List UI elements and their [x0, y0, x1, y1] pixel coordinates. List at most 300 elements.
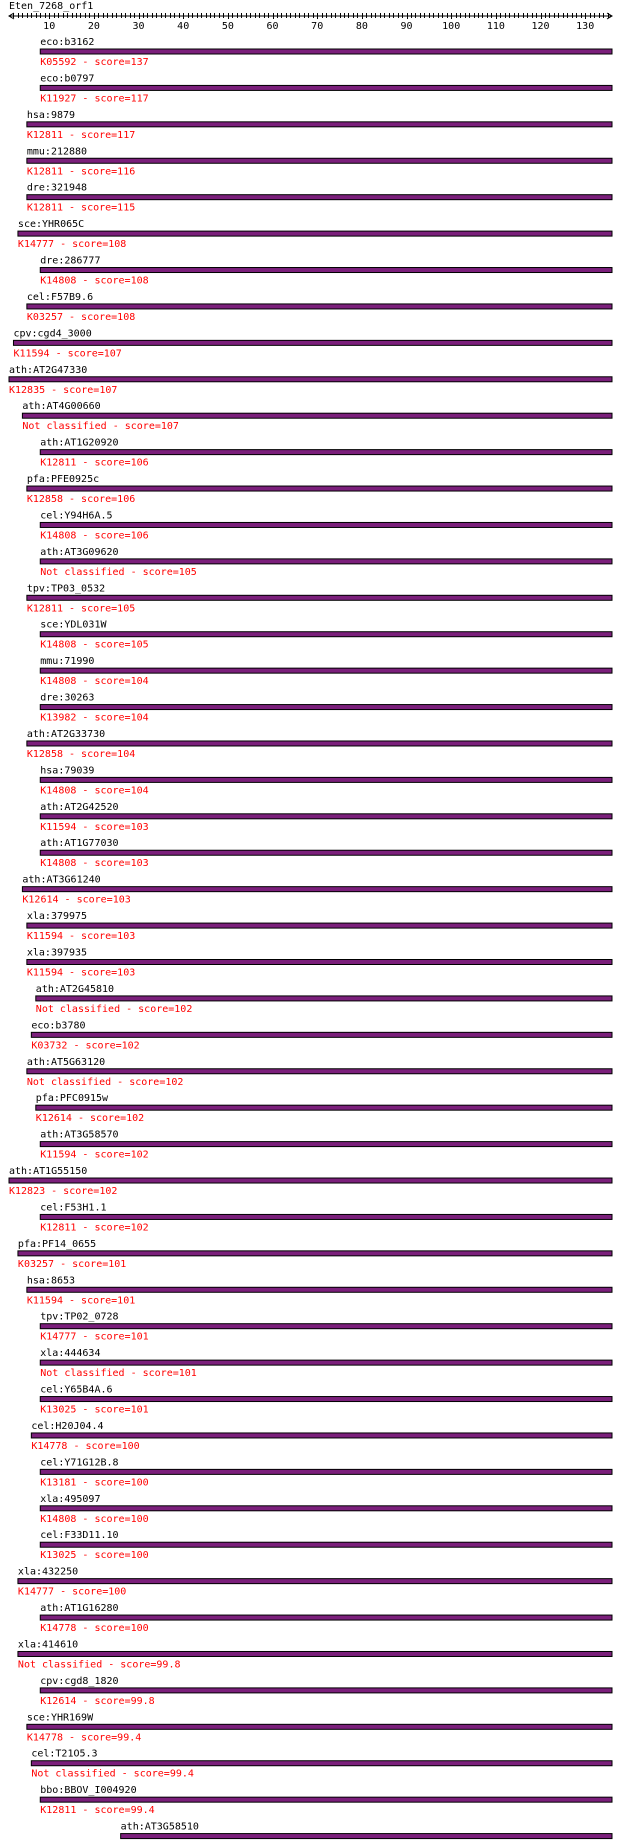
hit-score-prefix: - score=: [76, 1404, 131, 1416]
hit-score-prefix: - score=: [76, 530, 131, 542]
hit-ko-id: K11594: [13, 348, 50, 360]
hit-row: [40, 765, 612, 796]
hit-alignment-bar: [27, 195, 612, 200]
hit-alignment-bar: [31, 1032, 612, 1037]
hit-row: [40, 1457, 612, 1488]
hit-ko-id: K14778: [40, 1623, 77, 1635]
hit-gene-label: sce:YHR169W: [26, 1712, 94, 1724]
hit-ko-score: [40, 858, 148, 869]
hit-ko-score: [40, 1405, 148, 1416]
hit-row: [40, 1348, 612, 1379]
hit-alignment-bar: [40, 1142, 612, 1147]
hit-score-value: 103: [112, 894, 131, 906]
hit-alignment-bar: [18, 1579, 612, 1584]
hit-score-value: 116: [117, 166, 136, 178]
hit-score-value: 137: [130, 57, 149, 68]
hit-score-prefix: - score=: [54, 239, 109, 251]
hit-row: [40, 1130, 612, 1161]
hit-score-prefix: - score=: [62, 166, 118, 178]
hit-row: [27, 729, 612, 760]
hit-score-value: 103: [117, 967, 136, 979]
hit-score-value: 99.4: [117, 1732, 142, 1744]
hit-ko-score: [36, 1113, 144, 1124]
hit-score-value: 101: [108, 1258, 127, 1270]
hit-row: [27, 948, 612, 979]
hit-ko-id: K14777: [17, 239, 55, 251]
hit-gene-label: dre:321948: [26, 182, 88, 194]
hit-ko-id: Not classified: [40, 566, 125, 578]
hit-ko-id: K03257: [26, 311, 63, 323]
hit-score-prefix: - score=: [102, 1659, 157, 1671]
hit-score-prefix: - score=: [76, 785, 131, 797]
hit-score-value: 101: [178, 1368, 197, 1380]
hit-row: [31, 1020, 612, 1051]
hit-ko-id: K14778: [31, 1440, 68, 1452]
hit-gene-label: cel:Y65B4A.6: [40, 1384, 113, 1396]
hit-score-prefix: - score=: [76, 1477, 131, 1489]
hit-score-prefix: - score=: [62, 1732, 118, 1744]
hit-ko-id: Not classified: [17, 1659, 103, 1671]
hit-score-value: 107: [103, 348, 122, 360]
hit-alignment-bar: [40, 1542, 612, 1547]
hit-gene-label: cel:F57B9.6: [26, 291, 94, 303]
hit-row: [27, 474, 612, 505]
hit-alignment-bar: [22, 887, 612, 892]
hit-ko-id: K14777: [17, 1586, 55, 1598]
hit-score-prefix: - score=: [45, 1186, 100, 1198]
hit-score-value: 107: [99, 384, 118, 396]
hit-ko-id: K12614: [40, 1695, 77, 1707]
hit-ko-score: [40, 1623, 148, 1634]
hit-ko-score: [40, 1477, 148, 1488]
hit-ko-id: K12858: [26, 748, 63, 760]
hit-gene-label: xla:379975: [26, 911, 88, 923]
hit-gene-label: ath:AT2G47330: [9, 364, 88, 376]
hit-row: [40, 693, 612, 724]
hit-score-prefix: - score=: [54, 1586, 109, 1598]
hit-row: [40, 256, 612, 287]
hit-row: [18, 1639, 612, 1670]
hit-score-value: 101: [130, 1404, 149, 1416]
hit-row: [27, 1712, 612, 1743]
hit-score-prefix: - score=: [124, 566, 179, 578]
hit-score-prefix: - score=: [62, 311, 118, 323]
hit-alignment-bar: [40, 450, 612, 455]
hit-score-value: 102: [126, 1113, 145, 1125]
hit-ko-score: [27, 1295, 135, 1306]
hit-gene-label: bbo:BBOV_I004920: [40, 1785, 137, 1797]
hit-ko-id: K13025: [40, 1550, 77, 1562]
hit-row: [31, 1421, 612, 1452]
hit-score-value: 100: [130, 1477, 149, 1489]
hit-ko-id: K12835: [9, 384, 46, 396]
hit-ko-id: K14777: [40, 1331, 77, 1343]
hit-score-prefix: - score=: [76, 712, 131, 724]
hit-ko-id: K13181: [40, 1477, 77, 1489]
hit-alignment-bar: [40, 850, 612, 855]
hit-score-value: 100: [108, 1586, 127, 1598]
hit-alignment-bar: [27, 960, 612, 965]
hit-score-value: 104: [130, 785, 149, 797]
hit-ko-score: [40, 676, 148, 687]
hit-ko-score: [40, 1550, 148, 1561]
hit-alignment-bar: [27, 122, 612, 127]
hit-alignment-bar: [40, 1615, 612, 1620]
hit-alignment-bar: [13, 340, 612, 345]
hit-score-value: 117: [130, 93, 149, 105]
hit-score-value: 108: [108, 239, 127, 251]
ruler-tick-label: 100: [442, 21, 461, 32]
hit-row: [27, 1275, 612, 1306]
hit-score-prefix: - score=: [62, 202, 118, 214]
hit-ko-score: [27, 931, 135, 942]
hit-ko-score: [40, 567, 197, 578]
hit-gene-label: ath:AT1G20920: [40, 437, 119, 449]
hit-score-value: 103: [130, 821, 149, 833]
hit-row: [40, 438, 612, 469]
hit-score-prefix: - score=: [76, 639, 131, 651]
hit-score-value: 102: [121, 1040, 140, 1052]
hit-ko-score: [40, 1332, 148, 1343]
ruler-tick-label: 60: [266, 21, 279, 32]
hit-score-prefix: - score=: [76, 676, 131, 688]
hit-gene-label: ath:AT2G42520: [40, 801, 119, 813]
hit-ko-id: K14808: [40, 639, 77, 651]
hit-ko-score: [18, 1587, 126, 1598]
hit-row: [27, 911, 612, 942]
hit-score-prefix: - score=: [120, 1003, 175, 1015]
hit-row: [22, 875, 612, 906]
hit-score-value: 99.8: [156, 1659, 181, 1671]
hit-score-prefix: - score=: [76, 1623, 131, 1635]
hit-ko-score: [27, 603, 135, 614]
hit-ko-score: [27, 1732, 141, 1743]
hit-score-value: 105: [178, 566, 197, 578]
hit-ko-id: Not classified: [40, 1368, 125, 1380]
hit-alignment-bar: [121, 1834, 612, 1839]
hit-alignment-bar: [40, 1214, 612, 1219]
hit-alignment-bar: [27, 1724, 612, 1729]
hit-gene-label: eco:b3780: [31, 1020, 86, 1032]
hit-ko-score: [27, 494, 135, 505]
hit-score-prefix: - score=: [76, 93, 131, 105]
hit-alignment-bar: [27, 1287, 612, 1292]
hit-alignment-bar: [27, 595, 612, 600]
hit-ko-score: [40, 1514, 148, 1525]
hit-alignment-bar: [40, 268, 612, 273]
ruler-tick-label: 120: [531, 21, 550, 32]
ruler-tick-label: 80: [355, 21, 368, 32]
hit-ko-id: K14808: [40, 275, 77, 287]
hit-alignment-bar: [40, 559, 612, 564]
hit-score-prefix: - score=: [58, 894, 113, 906]
hit-score-value: 104: [117, 748, 136, 760]
hit-score-value: 101: [117, 1295, 136, 1307]
hit-ko-id: K12811: [26, 129, 63, 141]
hit-ko-score: [40, 822, 148, 833]
hit-ko-id: K14778: [26, 1732, 63, 1744]
query-title: Eten_7268_orf1: [9, 1, 94, 12]
hit-row: [121, 1822, 612, 1841]
hit-gene-label: ath:AT1G55150: [9, 1166, 88, 1178]
hit-score-value: 104: [130, 712, 149, 724]
hit-ko-score: [9, 385, 117, 396]
hit-ko-score: [40, 1696, 154, 1707]
hit-ko-id: K11927: [40, 93, 77, 105]
hit-ko-score: [40, 458, 148, 469]
hit-score-prefix: - score=: [76, 457, 131, 469]
hit-ko-score: [40, 530, 148, 541]
hit-ko-score: [27, 166, 135, 177]
hit-ko-id: K11594: [40, 821, 77, 833]
ruler-tick-label: 20: [87, 21, 100, 32]
hit-score-prefix: - score=: [76, 1149, 131, 1161]
hit-ko-score: [40, 1150, 148, 1161]
hit-gene-label: dre:286777: [40, 255, 101, 267]
hit-gene-label: mmu:71990: [40, 656, 95, 668]
hit-score-prefix: - score=: [106, 421, 161, 433]
hit-gene-label: ath:AT2G45810: [35, 983, 115, 995]
hit-alignment-bar: [27, 741, 612, 746]
hit-row: [40, 802, 612, 833]
hit-row: [9, 1166, 612, 1197]
hit-row: [22, 401, 612, 432]
hit-ko-id: K13025: [40, 1404, 77, 1416]
hit-ko-score: [40, 640, 148, 651]
hit-row: [36, 984, 612, 1015]
hit-list: [9, 37, 612, 1841]
hit-score-value: 101: [130, 1331, 149, 1343]
hit-score-prefix: - score=: [76, 1805, 131, 1817]
hit-ko-score: [27, 1077, 184, 1088]
hit-ko-score: [27, 749, 135, 760]
hit-gene-label: cel:T21O5.3: [31, 1748, 98, 1760]
hit-ko-score: [40, 1222, 148, 1233]
hit-ko-id: K12811: [40, 457, 77, 469]
hit-score-prefix: - score=: [54, 1258, 109, 1270]
hit-score-prefix: - score=: [76, 821, 131, 833]
ruler-tick-label: 90: [400, 21, 413, 32]
hit-score-prefix: - score=: [62, 603, 118, 615]
hit-ko-score: [40, 713, 148, 724]
hit-ko-score: [27, 130, 135, 141]
ruler-tick-label: 10: [43, 21, 56, 32]
hit-score-prefix: - score=: [76, 858, 131, 870]
hit-row: [40, 1530, 612, 1561]
hit-ko-score: [27, 203, 135, 214]
hit-ko-score: [9, 1186, 117, 1197]
hit-alignment-bar: [40, 1688, 612, 1693]
hit-score-prefix: - score=: [71, 1113, 127, 1125]
hit-ko-score: [22, 895, 130, 906]
hit-score-value: 115: [117, 202, 136, 214]
hit-alignment-bar: [40, 522, 612, 527]
hit-gene-label: xla:397935: [26, 947, 88, 959]
hit-ko-id: K12811: [26, 603, 63, 615]
hit-score-value: 102: [130, 1222, 149, 1234]
hit-ko-score: [40, 1368, 197, 1379]
hit-score-prefix: - score=: [67, 1040, 122, 1052]
ruler-tick-label: 130: [576, 21, 595, 32]
hit-ko-id: K12823: [9, 1186, 46, 1198]
hit-ko-id: K12811: [40, 1222, 77, 1234]
hit-ko-id: K12811: [26, 202, 63, 214]
hit-score-value: 100: [130, 1513, 149, 1525]
hit-row: [40, 73, 612, 104]
hit-ko-id: K14808: [40, 530, 77, 542]
hit-row: [40, 620, 612, 651]
hit-alignment-bar: [40, 85, 612, 90]
hit-ko-id: K11594: [26, 931, 63, 943]
hit-ko-score: [27, 968, 135, 979]
hit-gene-label: ath:AT1G16280: [40, 1603, 119, 1615]
ruler-tick-label: 50: [221, 21, 234, 32]
hit-row: [18, 219, 612, 250]
hit-ko-id: K03732: [31, 1040, 68, 1052]
hit-score-value: 103: [130, 858, 149, 870]
hit-score-value: 103: [117, 931, 136, 943]
ruler-tick-label: 40: [177, 21, 190, 32]
hit-score-value: 107: [160, 421, 179, 433]
hit-ko-id: K12811: [26, 166, 63, 178]
hit-row: [18, 1239, 612, 1270]
hit-ko-score: [40, 57, 148, 68]
hit-alignment-bar: [27, 923, 612, 928]
hit-gene-label: xla:414610: [17, 1639, 79, 1651]
hit-row: [40, 1785, 612, 1816]
hit-gene-label: eco:b3162: [40, 37, 95, 48]
hit-score-value: 102: [130, 1149, 149, 1161]
hit-score-value: 99.4: [130, 1805, 155, 1817]
hit-alignment-bar: [36, 996, 612, 1001]
hit-alignment-bar: [40, 1360, 612, 1365]
hit-gene-label: ath:AT4G00660: [22, 401, 101, 413]
hit-ko-score: [27, 312, 135, 323]
hit-row: [27, 583, 612, 614]
hit-alignment-bar: [40, 814, 612, 819]
hit-score-prefix: - score=: [62, 931, 118, 943]
hit-score-value: 106: [130, 530, 149, 542]
hit-row: [40, 1494, 612, 1525]
hit-ko-id: K13982: [40, 712, 77, 724]
hit-score-prefix: - score=: [45, 384, 100, 396]
hit-score-value: 105: [130, 639, 149, 651]
hit-ko-score: [40, 93, 148, 104]
hit-gene-label: cel:F33D11.10: [40, 1530, 119, 1542]
hit-ko-score: [31, 1040, 139, 1051]
hit-row: [9, 365, 612, 396]
hit-score-prefix: - score=: [111, 1076, 166, 1088]
hit-alignment-bar: [40, 1797, 612, 1802]
hit-ko-id: K14808: [40, 858, 77, 870]
hit-alignment-bar: [40, 668, 612, 673]
hit-score-prefix: - score=: [76, 1513, 131, 1525]
hit-ko-id: K05592: [40, 57, 77, 68]
hit-alignment-bar: [27, 486, 612, 491]
hit-ko-id: K14808: [40, 1513, 77, 1525]
hit-row: [27, 110, 612, 141]
hit-gene-label: xla:495097: [40, 1493, 101, 1505]
hit-score-prefix: - score=: [76, 1695, 131, 1707]
hit-ko-id: Not classified: [26, 1076, 112, 1088]
hit-row: [40, 838, 612, 869]
hit-score-prefix: - score=: [115, 1768, 170, 1780]
hit-gene-label: dre:30263: [40, 692, 95, 704]
hit-alignment-bar: [27, 304, 612, 309]
hit-score-value: 105: [117, 603, 136, 615]
hit-ko-id: K11594: [26, 1295, 63, 1307]
hit-alignment-bar: [40, 1324, 612, 1329]
hit-gene-label: mmu:212880: [26, 146, 88, 158]
hit-ko-score: [40, 276, 148, 287]
hit-ko-id: Not classified: [35, 1003, 121, 1015]
hit-score-value: 104: [130, 676, 149, 688]
hit-gene-label: cel:Y71G12B.8: [40, 1457, 119, 1469]
hit-score-prefix: - score=: [76, 1331, 131, 1343]
hit-alignment-bar: [40, 1397, 612, 1402]
position-ruler: [9, 13, 612, 32]
hit-alignment-bar: [40, 49, 612, 54]
hit-ko-id: K14808: [40, 676, 77, 688]
hit-alignment-bar: [9, 377, 612, 382]
hit-alignment-bar: [9, 1178, 612, 1183]
hit-row: [40, 1603, 612, 1634]
hit-score-prefix: - score=: [49, 348, 104, 360]
hit-score-prefix: - score=: [67, 1440, 122, 1452]
hit-score-prefix: - score=: [76, 57, 131, 68]
hit-row: [18, 1567, 612, 1598]
hit-score-prefix: - score=: [62, 748, 118, 760]
hit-gene-label: hsa:8653: [26, 1275, 76, 1287]
hit-row: [27, 146, 612, 177]
hit-score-value: 102: [99, 1186, 118, 1198]
hit-score-prefix: - score=: [62, 129, 118, 141]
hit-ko-score: [40, 785, 148, 796]
hit-alignment-bar: [40, 632, 612, 637]
hit-score-value: 108: [117, 311, 136, 323]
hit-score-prefix: - score=: [124, 1368, 179, 1380]
hit-gene-label: cpv:cgd8_1820: [40, 1675, 119, 1687]
hit-alignment-bar: [40, 705, 612, 710]
hit-score-value: 99.4: [169, 1768, 194, 1780]
hit-row: [36, 1093, 612, 1124]
ruler-tick-label: 30: [132, 21, 145, 32]
hit-ko-score: [40, 1805, 154, 1816]
hit-gene-label: pfa:PFC0915w: [35, 1093, 109, 1105]
hit-ko-id: K12858: [26, 494, 63, 506]
hit-gene-label: sce:YHR065C: [17, 219, 85, 231]
hit-score-value: 102: [174, 1003, 193, 1015]
hit-row: [27, 292, 612, 323]
hit-score-value: 99.8: [130, 1695, 155, 1707]
hit-gene-label: ath:AT3G58570: [40, 1129, 119, 1141]
ruler-tick-label: 110: [486, 21, 505, 32]
hit-ko-score: [13, 348, 121, 359]
hit-ko-id: K12614: [35, 1113, 72, 1125]
hit-gene-label: xla:432250: [17, 1566, 79, 1578]
hit-alignment-bar: [31, 1433, 612, 1438]
hit-alignment-bar: [40, 1469, 612, 1474]
hit-gene-label: ath:AT3G58510: [120, 1821, 199, 1833]
hit-ko-score: [18, 239, 126, 250]
hit-score-prefix: - score=: [62, 967, 118, 979]
hit-alignment-bar: [18, 1251, 612, 1256]
hit-row: [27, 1057, 612, 1088]
hit-gene-label: cel:Y94H6A.5: [40, 510, 113, 522]
hit-score-value: 102: [165, 1076, 184, 1088]
hit-score-value: 117: [117, 129, 136, 141]
hit-ko-id: K12614: [22, 894, 59, 906]
